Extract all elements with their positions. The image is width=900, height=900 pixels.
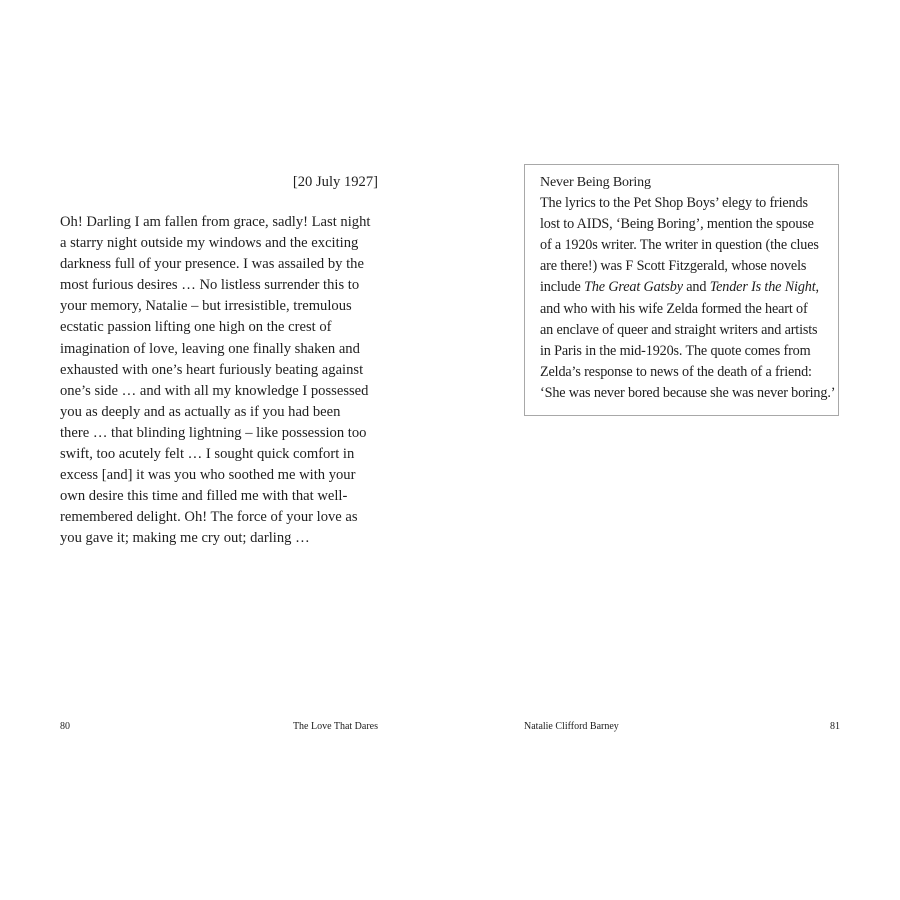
page-number-right: 81 [830, 721, 840, 732]
sidebar-text: include [540, 279, 585, 296]
letter-line: remembered delight. Oh! The force of your love as [60, 509, 358, 526]
letter-line: swift, too acutely felt … I sought quick comfort in [60, 446, 355, 463]
sidebar-line: lost to AIDS, ‘Being Boring’, mention the spouse [540, 216, 814, 233]
letter-line: Oh! Darling I am fallen from grace, sadly! Last night [60, 214, 371, 230]
sidebar-line: are there!) was F Scott Fitzgerald, whose novels [540, 258, 807, 275]
letter-line: you as deeply and as actually as if you had been [60, 403, 341, 420]
sidebar-line: in Paris in the mid-1920s. The quote comes from [540, 342, 811, 359]
sidebar-content [540, 172, 840, 404]
letter-line: your memory, Natalie – but irresistible, tremulous [60, 298, 352, 315]
letter-line: one’s side … and with all my knowledge I possessed [60, 382, 369, 399]
sidebar-quote-line: ‘She was never bored because she was never boring.’ [540, 384, 836, 401]
book-title-great-gatsby: The Great Gatsby [584, 279, 683, 296]
sidebar-line: of a 1920s writer. The writer in question (the clues [540, 237, 819, 254]
sidebar-title: Never Being Boring [540, 175, 651, 190]
letter-line: you gave it; making me cry out; darling … [60, 530, 310, 547]
sidebar-line: Zelda’s response to news of the death of a friend: [540, 363, 812, 380]
letter-line: most furious desires … No listless surrender this to [60, 277, 360, 294]
right-page [450, 0, 900, 900]
sidebar-line: and who with his wife Zelda formed the heart of [540, 300, 808, 317]
letter-line: excess [and] it was you who soothed me with your [60, 467, 356, 484]
sidebar-text: and [682, 279, 710, 296]
sidebar-line: an enclave of queer and straight writers and artists [540, 321, 818, 338]
letter-line: exhausted with one’s heart furiously beating against [60, 361, 364, 378]
sidebar-line-with-titles [540, 277, 840, 298]
letter-line: ecstatic passion lifting one high on the crest of [60, 319, 332, 336]
sidebar-text: , [815, 279, 819, 296]
letter-line: a starry night outside my windows and the exciting [60, 235, 359, 252]
sidebar-box [524, 164, 839, 416]
running-head-right: Natalie Clifford Barney [524, 721, 619, 732]
running-head-left: The Love That Dares [292, 721, 378, 732]
letter-body [60, 212, 390, 550]
letter-line: there … that blinding lightning – like possession too [60, 424, 367, 441]
book-title-tender-is-the-night: Tender Is the Night [709, 279, 816, 296]
letter-line: imagination of love, leaving one finally shaken and [60, 340, 360, 357]
letter-line: darkness full of your presence. I was assailed by the [60, 256, 364, 273]
sidebar-line: The lyrics to the Pet Shop Boys’ elegy to friends [540, 195, 808, 212]
letter-date: [20 July 1927] [292, 174, 378, 190]
letter-line: own desire this time and filled me with that well- [60, 488, 348, 505]
page-number-left: 80 [60, 721, 70, 732]
